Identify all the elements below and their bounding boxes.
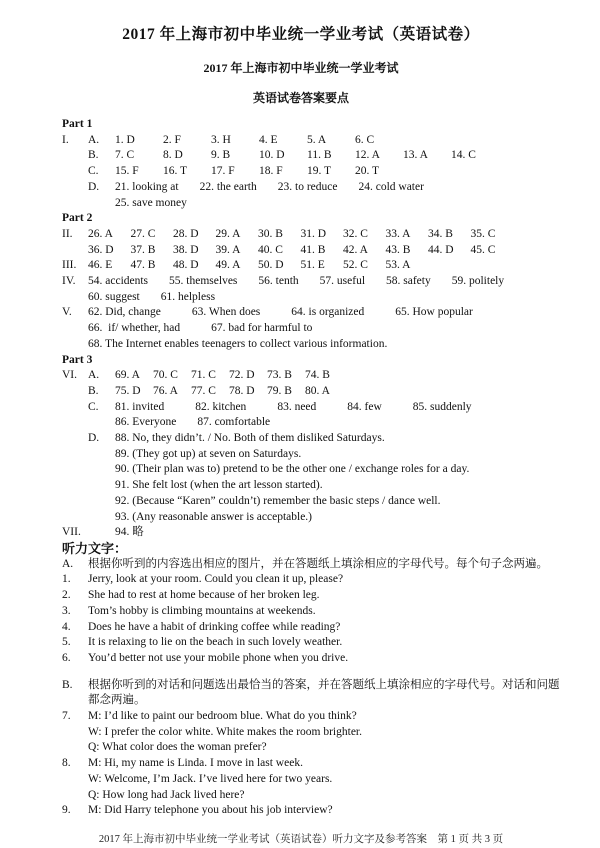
answer-cell: 92. (Because “Karen” couldn’t) remember the basic steps / dance well.	[115, 494, 441, 507]
roman-numeral	[62, 196, 88, 212]
line-text: M: Did Harry telephone you about his job interview?	[88, 804, 333, 817]
listening-line	[62, 620, 560, 636]
line-text: Tom’s hobby is climbing mountains at weekends.	[88, 604, 316, 617]
listening-line	[62, 788, 560, 804]
line-text: Jerry, look at your room. Could you clean it up, please?	[88, 573, 344, 586]
answer-cells	[115, 368, 343, 384]
line-number: 3.	[62, 604, 71, 617]
answer-cells	[115, 180, 424, 196]
line-text: Q: What color does the woman prefer?	[88, 741, 267, 754]
answer-cells	[115, 447, 301, 463]
roman-numeral	[62, 447, 88, 463]
answer-cells	[115, 525, 144, 541]
answer-cell: 3. H	[211, 133, 231, 146]
section-instruction-row	[62, 557, 560, 573]
line-text: You’d better not use your mobile phone when you drive.	[88, 651, 349, 664]
line-text: W: Welcome, I’m Jack. I’ve lived here for two years.	[88, 772, 333, 785]
roman-numeral	[62, 243, 88, 259]
answer-cell: 21. looking at	[115, 180, 179, 193]
answer-cell: 57. useful	[319, 275, 366, 288]
answer-cell: 61. helpless	[160, 290, 216, 303]
roman-numeral	[62, 400, 88, 416]
roman-numeral: VI.	[62, 369, 78, 382]
letter-label: C.	[88, 400, 99, 413]
answer-cell: 63. When does	[191, 306, 261, 319]
answer-cell: 80. A	[305, 384, 330, 397]
answer-cells	[88, 274, 504, 290]
answer-cells	[88, 337, 387, 353]
roman-numeral	[62, 494, 88, 510]
line-number: 7.	[62, 710, 71, 723]
roman-numeral	[62, 164, 88, 180]
answer-cell: 49. A	[215, 259, 241, 272]
answer-cell: 72. D	[229, 369, 255, 382]
letter-label	[88, 462, 115, 478]
document-subtitle: 2017 年上海市初中毕业统一学业考试	[203, 61, 399, 75]
answer-cell: 32. C	[343, 227, 368, 240]
answer-cell: 65. How popular	[395, 306, 473, 319]
answer-cell: 20. T	[355, 165, 380, 178]
roman-numeral: II.	[62, 227, 73, 240]
answer-cells	[115, 510, 312, 526]
answer-cell: 24. cold water	[358, 180, 424, 193]
answer-cells	[88, 258, 428, 274]
part-label: Part 2	[62, 212, 93, 225]
answer-cell: 23. to reduce	[277, 180, 338, 193]
listening-transcript	[62, 541, 560, 819]
answer-row	[62, 243, 560, 259]
answer-row	[62, 384, 560, 400]
answer-cell: 81. invited	[115, 400, 165, 413]
answer-cell: 71. C	[191, 369, 216, 382]
line-text: She had to rest at home because of her broken leg.	[88, 589, 320, 602]
answer-cell: 52. C	[343, 259, 368, 272]
answer-row	[62, 415, 560, 431]
answer-cell: 60. suggest	[88, 290, 140, 303]
answer-cell: 27. C	[130, 227, 156, 240]
answer-cell: 13. A	[403, 149, 428, 162]
answer-cell: 25. save money	[115, 196, 187, 209]
answer-cell: 18. F	[259, 165, 283, 178]
line-number: 2.	[62, 589, 71, 602]
answer-cells	[115, 196, 187, 212]
line-number: 8.	[62, 757, 71, 770]
answer-cells	[115, 148, 499, 164]
answer-cell: 94. 略	[115, 526, 144, 539]
answer-cell: 16. T	[163, 165, 188, 178]
roman-numeral	[62, 148, 88, 164]
answer-key-heading: 英语试卷答案要点	[252, 91, 349, 105]
line-number: 9.	[62, 804, 71, 817]
letter-label: D.	[88, 180, 100, 193]
answer-cell: 19. T	[307, 165, 332, 178]
answer-cell: 75. D	[115, 384, 141, 397]
line-text: Q: How long had Jack lived here?	[88, 788, 245, 801]
listening-line	[62, 803, 560, 819]
letter-label	[88, 525, 115, 541]
answer-cell: 53. A	[385, 259, 411, 272]
answer-cells	[88, 243, 513, 259]
line-number: 6.	[62, 651, 71, 664]
answer-cell: 38. D	[173, 243, 199, 256]
answer-cell: 39. A	[215, 243, 241, 256]
line-text: M: I’d like to paint our bedroom blue. What do you think?	[88, 710, 357, 723]
section-instruction: 根据你听到的对话和问题选出最恰当的答案，并在答题纸上填涂相应的字母代号。对话和问题都念两遍。	[88, 678, 560, 707]
answer-cells	[115, 415, 270, 431]
roman-numeral: VII.	[62, 526, 81, 539]
answer-cell: 91. She felt lost (when the art lesson started).	[115, 479, 323, 492]
answer-cell: 33. A	[385, 227, 411, 240]
line-number: 1.	[62, 573, 71, 586]
roman-numeral	[62, 478, 88, 494]
page-footer: 2017 年上海市初中毕业统一学业考试（英语试卷）听力文字及参考答案 第 1 页 共 3 页	[98, 833, 504, 845]
answer-cells	[115, 384, 343, 400]
document-title: 2017 年上海市初中毕业统一学业考试（英语试卷）	[122, 26, 480, 43]
answer-cell: 54. accidents	[88, 275, 149, 288]
line-text: Does he have a habit of drinking coffee while reading?	[88, 620, 341, 633]
answer-cell: 40. C	[258, 243, 283, 256]
answer-row	[62, 321, 560, 337]
answer-cell: 8. D	[163, 149, 183, 162]
section-label: B.	[62, 678, 73, 691]
part-label: Part 1	[62, 118, 93, 130]
answer-key	[62, 117, 560, 541]
answer-cells	[115, 462, 469, 478]
answer-row	[62, 525, 560, 541]
letter-label	[88, 196, 115, 212]
answer-row	[62, 368, 560, 384]
listening-line	[62, 772, 560, 788]
answer-cell: 86. Everyone	[115, 416, 177, 429]
answer-cells	[115, 164, 403, 180]
roman-numeral	[62, 337, 88, 353]
letter-label: D.	[88, 432, 100, 445]
answer-cell: 29. A	[215, 227, 241, 240]
section-instruction-row	[62, 678, 560, 709]
answer-cells	[88, 321, 312, 337]
answer-cell: 28. D	[173, 227, 199, 240]
answer-cell: 37. B	[130, 243, 156, 256]
answer-row	[62, 337, 560, 353]
answer-cell: 36. D	[88, 243, 114, 256]
answer-row	[62, 510, 560, 526]
answer-cell: 84. few	[347, 400, 382, 413]
listening-line	[62, 635, 560, 651]
answer-cell: 93. (Any reasonable answer is acceptable.)	[115, 510, 313, 523]
letter-label: C.	[88, 165, 99, 178]
answer-cell: 31. D	[300, 227, 327, 240]
answer-cell: 48. D	[173, 259, 199, 272]
answer-row	[62, 180, 560, 196]
answer-row	[62, 274, 560, 290]
answer-row	[62, 227, 560, 243]
line-text: M: Hi, my name is Linda. I move in last week.	[88, 757, 303, 770]
answer-cell: 42. A	[343, 243, 368, 256]
answer-cells	[115, 431, 385, 447]
answer-cell: 82. kitchen	[195, 400, 247, 413]
answer-cells	[88, 305, 473, 321]
line-number	[62, 725, 88, 741]
answer-cell: 64. is organized	[291, 306, 365, 319]
answer-cell: 66. if/ whether, had	[88, 322, 181, 335]
letter-label	[88, 415, 115, 431]
answer-cell: 1. D	[115, 133, 135, 146]
answer-cell: 87. comfortable	[197, 416, 271, 429]
listening-section	[62, 678, 560, 819]
answer-cell: 55. themselves	[169, 275, 238, 288]
answer-cell: 58. safety	[386, 275, 431, 288]
roman-numeral: III.	[62, 259, 77, 272]
letter-label: A.	[88, 133, 100, 146]
letter-label	[88, 447, 115, 463]
answer-cell: 76. A	[153, 384, 178, 397]
answer-cell: 74. B	[305, 369, 330, 382]
line-number: 4.	[62, 620, 71, 633]
letter-label: A.	[88, 369, 100, 382]
listening-line	[62, 725, 560, 741]
answer-cell: 68. The Internet enables teenagers to collect various information.	[88, 337, 388, 350]
answer-row	[62, 196, 560, 212]
answer-cell: 89. (They got up) at seven on Saturdays.	[115, 447, 302, 460]
answer-cell: 70. C	[153, 369, 178, 382]
answer-cell: 59. politely	[451, 275, 505, 288]
answer-cell: 88. No, they didn’t. / No. Both of them disliked Saturdays.	[115, 432, 385, 445]
roman-numeral: I.	[62, 133, 69, 146]
letter-label	[88, 494, 115, 510]
answer-cell: 12. A	[355, 149, 380, 162]
answer-cell: 77. C	[191, 384, 216, 397]
answer-row	[62, 447, 560, 463]
line-number	[62, 788, 88, 804]
listening-line	[62, 572, 560, 588]
answer-row	[62, 133, 560, 149]
answer-cell: 22. the earth	[199, 180, 257, 193]
answer-cells	[115, 133, 403, 149]
roman-numeral	[62, 321, 88, 337]
answer-row	[62, 164, 560, 180]
listening-line	[62, 740, 560, 756]
letter-label	[88, 510, 115, 526]
roman-numeral	[62, 462, 88, 478]
answer-cell: 26. A	[88, 227, 113, 240]
roman-numeral	[62, 431, 88, 447]
answer-row	[62, 431, 560, 447]
roman-numeral	[62, 510, 88, 526]
roman-numeral	[62, 290, 88, 306]
answer-cells	[88, 290, 215, 306]
answer-cell: 69. A	[115, 369, 140, 382]
answer-cell: 7. C	[115, 149, 135, 162]
letter-label: B.	[88, 149, 99, 162]
listening-line	[62, 604, 560, 620]
answer-cell: 5. A	[307, 133, 327, 146]
answer-cell: 67. bad for harmful to	[211, 322, 313, 335]
answer-cell: 11. B	[307, 149, 332, 162]
answer-cell: 15. F	[115, 165, 139, 178]
answer-cell: 4. E	[259, 133, 278, 146]
answer-cell: 85. suddenly	[412, 400, 472, 413]
listening-sections	[62, 557, 560, 819]
letter-label	[88, 478, 115, 494]
letter-label: B.	[88, 384, 99, 397]
answer-cells	[115, 478, 323, 494]
answer-cell: 34. B	[428, 227, 453, 240]
answer-cell: 90. (Their plan was to) pretend to be the other one / exchange roles for a day.	[115, 463, 470, 476]
listening-line	[62, 756, 560, 772]
answer-cell: 47. B	[130, 259, 156, 272]
answer-cell: 17. F	[211, 165, 235, 178]
section-label: A.	[62, 557, 74, 570]
roman-numeral	[62, 415, 88, 431]
answer-cell: 10. D	[259, 149, 285, 162]
line-text: W: I prefer the color white. White makes the room brighter.	[88, 725, 362, 738]
answer-cell: 35. C	[470, 227, 496, 240]
answer-cells	[115, 400, 472, 416]
listening-line	[62, 651, 560, 667]
answer-row	[62, 148, 560, 164]
answer-row	[62, 290, 560, 306]
answer-cell: 73. B	[267, 369, 292, 382]
roman-numeral: V.	[62, 306, 72, 319]
answer-row	[62, 494, 560, 510]
answer-row	[62, 478, 560, 494]
line-number	[62, 772, 88, 788]
answer-row	[62, 258, 560, 274]
line-number: 5.	[62, 636, 71, 649]
answer-cell: 51. E	[300, 259, 325, 272]
answer-cells	[88, 227, 513, 243]
roman-numeral	[62, 384, 88, 400]
line-text: It is relaxing to lie on the beach in such lovely weather.	[88, 636, 343, 649]
roman-numeral: IV.	[62, 275, 76, 288]
listening-heading: 听力文字：	[62, 540, 128, 556]
line-number	[62, 740, 88, 756]
roman-numeral	[62, 180, 88, 196]
answer-cell: 83. need	[277, 400, 317, 413]
answer-cell: 78. D	[229, 384, 255, 397]
answer-row	[62, 462, 560, 478]
listening-line	[62, 709, 560, 725]
answer-cell: 50. D	[258, 259, 284, 272]
answer-cell: 43. B	[385, 243, 411, 256]
answer-cell: 6. C	[355, 133, 375, 146]
answer-cell: 45. C	[470, 243, 496, 256]
section-instruction: 根据你听到的内容选出相应的图片，并在答题纸上填涂相应的字母代号。每个句子念两遍。	[88, 557, 548, 570]
answer-cell: 2. F	[163, 133, 181, 146]
answer-cell: 44. D	[428, 243, 454, 256]
answer-cell: 79. B	[267, 384, 292, 397]
answer-cell: 14. C	[451, 149, 476, 162]
answer-row	[62, 400, 560, 416]
answer-cell: 41. B	[300, 243, 326, 256]
part-label: Part 3	[62, 353, 93, 366]
listening-line	[62, 588, 560, 604]
listening-section	[62, 557, 560, 667]
answer-cell: 62. Did, change	[88, 306, 161, 319]
answer-cell: 30. B	[258, 227, 283, 240]
answer-cells	[115, 494, 441, 510]
answer-cell: 46. E	[88, 259, 113, 272]
answer-cell: 9. B	[211, 149, 231, 162]
answer-row	[62, 305, 560, 321]
answer-cell: 56. tenth	[258, 275, 299, 288]
